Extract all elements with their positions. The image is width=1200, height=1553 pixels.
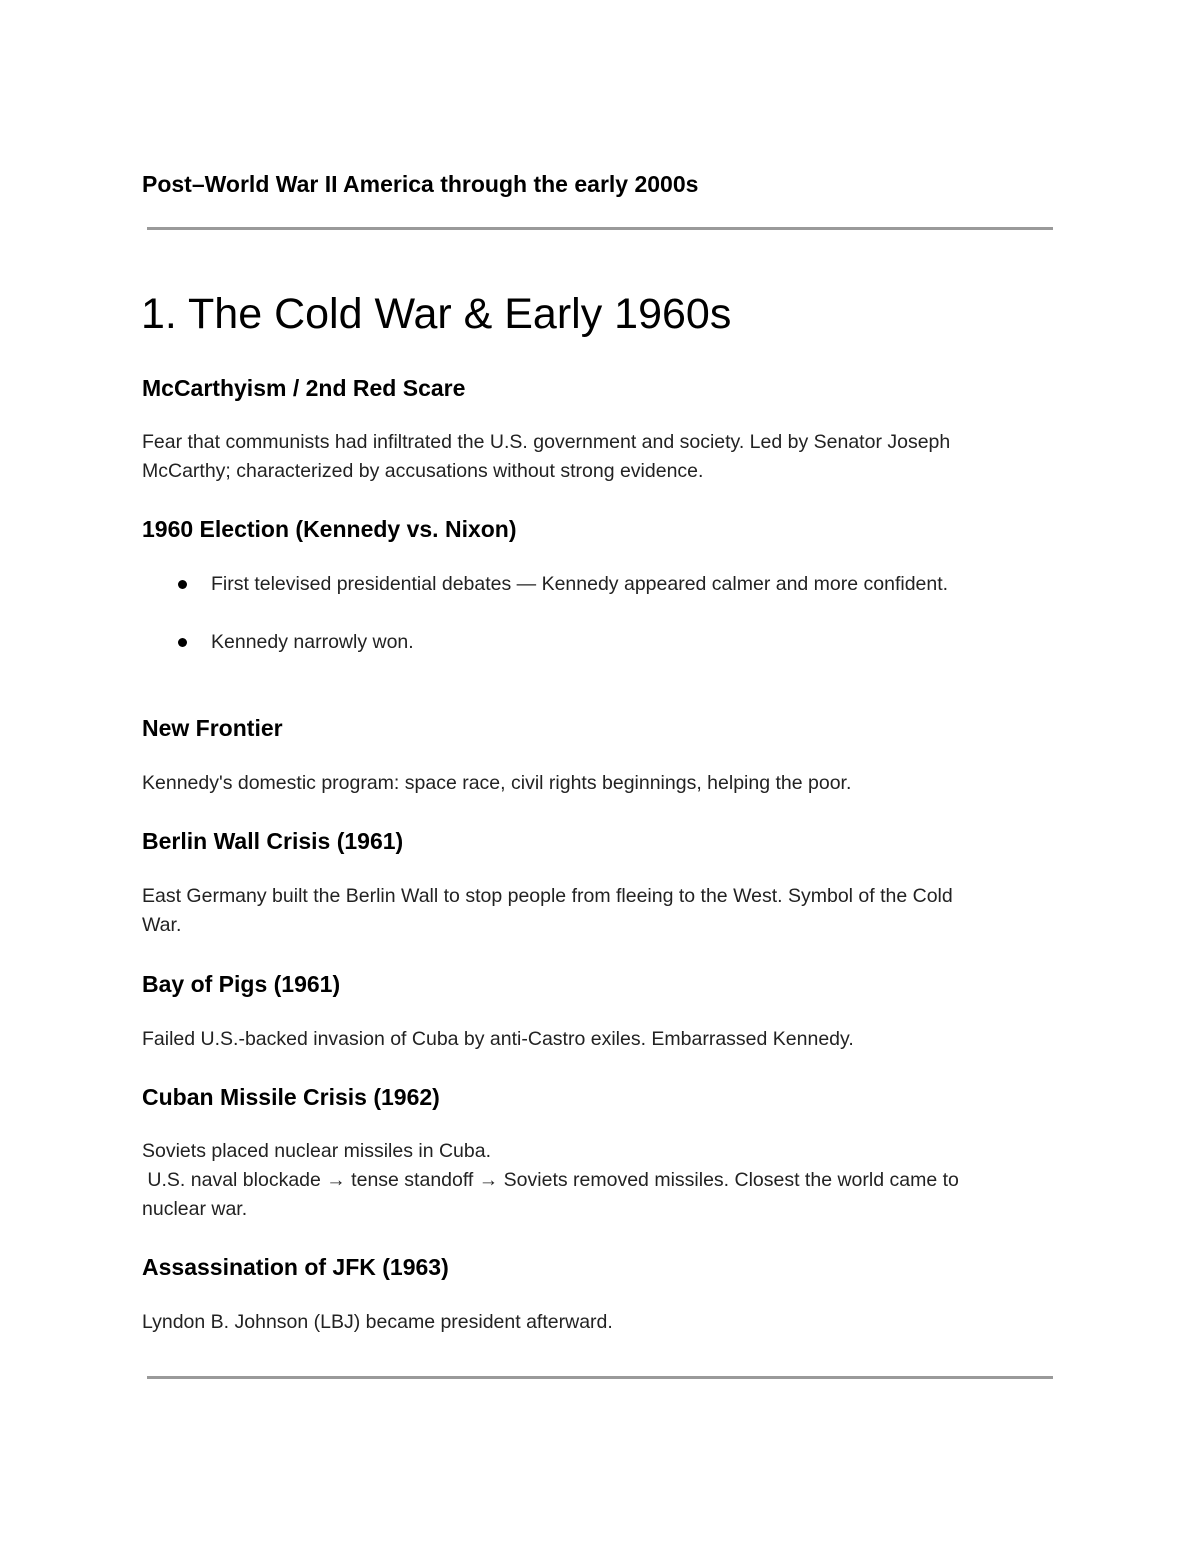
body-line: War. <box>142 914 182 936</box>
document-title: Post–World War II America through the early 2000s <box>142 171 699 197</box>
bullet-text: Kennedy narrowly won. <box>211 631 414 653</box>
topic-body-cuban-missile-crisis <box>142 1137 1062 1224</box>
topic-heading-new-frontier: New Frontier <box>142 715 283 741</box>
list-item <box>142 570 1062 628</box>
list-item <box>142 628 1062 686</box>
horizontal-rule-top <box>147 227 1053 230</box>
body-line: U.S. naval blockade → tense standoff → Soviets removed missiles. Closest the world came to <box>142 1169 959 1191</box>
topic-body-berlin-wall <box>142 882 1062 940</box>
topic-body-jfk-assassination <box>142 1308 1062 1337</box>
body-line: East Germany built the Berlin Wall to stop people from fleeing to the West. Symbol of the Cold <box>142 885 953 907</box>
bullet-icon <box>178 638 187 647</box>
body-line: Lyndon B. Johnson (LBJ) became president afterward. <box>142 1311 613 1333</box>
body-line: Soviets placed nuclear missiles in Cuba. <box>142 1140 492 1162</box>
topic-heading-1960-election: 1960 Election (Kennedy vs. Nixon) <box>142 516 517 542</box>
topic-heading-mccarthyism: McCarthyism / 2nd Red Scare <box>142 375 466 401</box>
topic-body-new-frontier <box>142 769 1062 798</box>
body-line: McCarthy; characterized by accusations without strong evidence. <box>142 460 704 482</box>
body-line: nuclear war. <box>142 1198 248 1220</box>
topic-heading-jfk-assassination: Assassination of JFK (1963) <box>142 1254 449 1280</box>
topic-body-bay-of-pigs <box>142 1025 1062 1054</box>
topic-heading-cuban-missile-crisis: Cuban Missile Crisis (1962) <box>142 1084 440 1110</box>
bullet-icon <box>178 580 187 589</box>
body-line: Kennedy's domestic program: space race, civil rights beginnings, helping the poor. <box>142 772 852 794</box>
body-line: Fear that communists had infiltrated the U.S. government and society. Led by Senator Joseph <box>142 431 951 453</box>
topic-heading-berlin-wall: Berlin Wall Crisis (1961) <box>142 828 404 854</box>
bullet-text: First televised presidential debates — Kennedy appeared calmer and more confident. <box>211 573 949 595</box>
topic-body-mccarthyism <box>142 428 1062 486</box>
section-heading: 1. The Cold War & Early 1960s <box>141 290 732 338</box>
body-line: Failed U.S.-backed invasion of Cuba by anti-Castro exiles. Embarrassed Kennedy. <box>142 1028 854 1050</box>
bullet-list-1960-election <box>142 570 1062 686</box>
topic-heading-bay-of-pigs: Bay of Pigs (1961) <box>142 971 341 997</box>
horizontal-rule-bottom <box>147 1376 1053 1379</box>
